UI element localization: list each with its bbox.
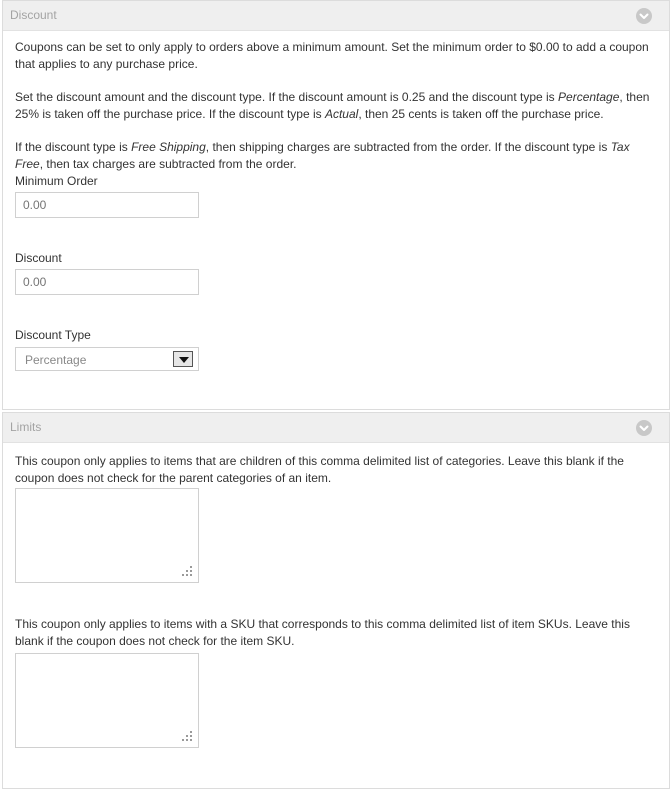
limits-panel-header[interactable] [3, 413, 669, 443]
discount-label: Discount [15, 251, 62, 265]
discount-panel-title: Discount [10, 8, 57, 22]
chevron-down-circle-icon[interactable] [636, 8, 652, 24]
skus-textarea[interactable] [15, 653, 199, 748]
chevron-down-circle-icon[interactable] [636, 420, 652, 436]
limits-panel [2, 412, 670, 789]
categories-textarea[interactable] [15, 488, 199, 583]
resize-grip-icon[interactable] [180, 729, 194, 743]
discount-type-value: Percentage [25, 353, 87, 367]
discount-panel-header[interactable] [3, 1, 669, 31]
triangle-down-icon[interactable] [173, 351, 193, 367]
categories-help: This coupon only applies to items that are children of this comma delimited list of categories. Leave this blank if the coupon does not check for the parent categories of an item. [15, 454, 624, 485]
discount-panel [2, 0, 670, 410]
limits-panel-title: Limits [10, 420, 42, 434]
discount-type-select[interactable] [15, 347, 199, 371]
minimum-order-input[interactable] [15, 192, 199, 218]
discount-type-help: Set the discount amount and the discount type. If the discount amount is 0.25 and the discount type is Percentage, then 25% is taken off the purchase price. If the discount type is Actual, then 25 cents is taken off the purchase price. [15, 90, 650, 121]
discount-type-label: Discount Type [15, 328, 91, 342]
minimum-order-label: Minimum Order [15, 174, 98, 188]
skus-help: This coupon only applies to items with a SKU that corresponds to this comma delimited list of item SKUs. Leave this blank if the coupon does not check for the item SKU. [15, 617, 630, 648]
discount-input[interactable] [15, 269, 199, 295]
minimum-order-help: Coupons can be set to only apply to orders above a minimum amount. Set the minimum order to $0.00 to add a coupon that applies to any purchase price. [15, 40, 649, 71]
resize-grip-icon[interactable] [180, 564, 194, 578]
special-discount-help: If the discount type is Free Shipping, then shipping charges are subtracted from the order. If the discount type is Tax Free, then tax charges are subtracted from the order. [15, 140, 630, 171]
